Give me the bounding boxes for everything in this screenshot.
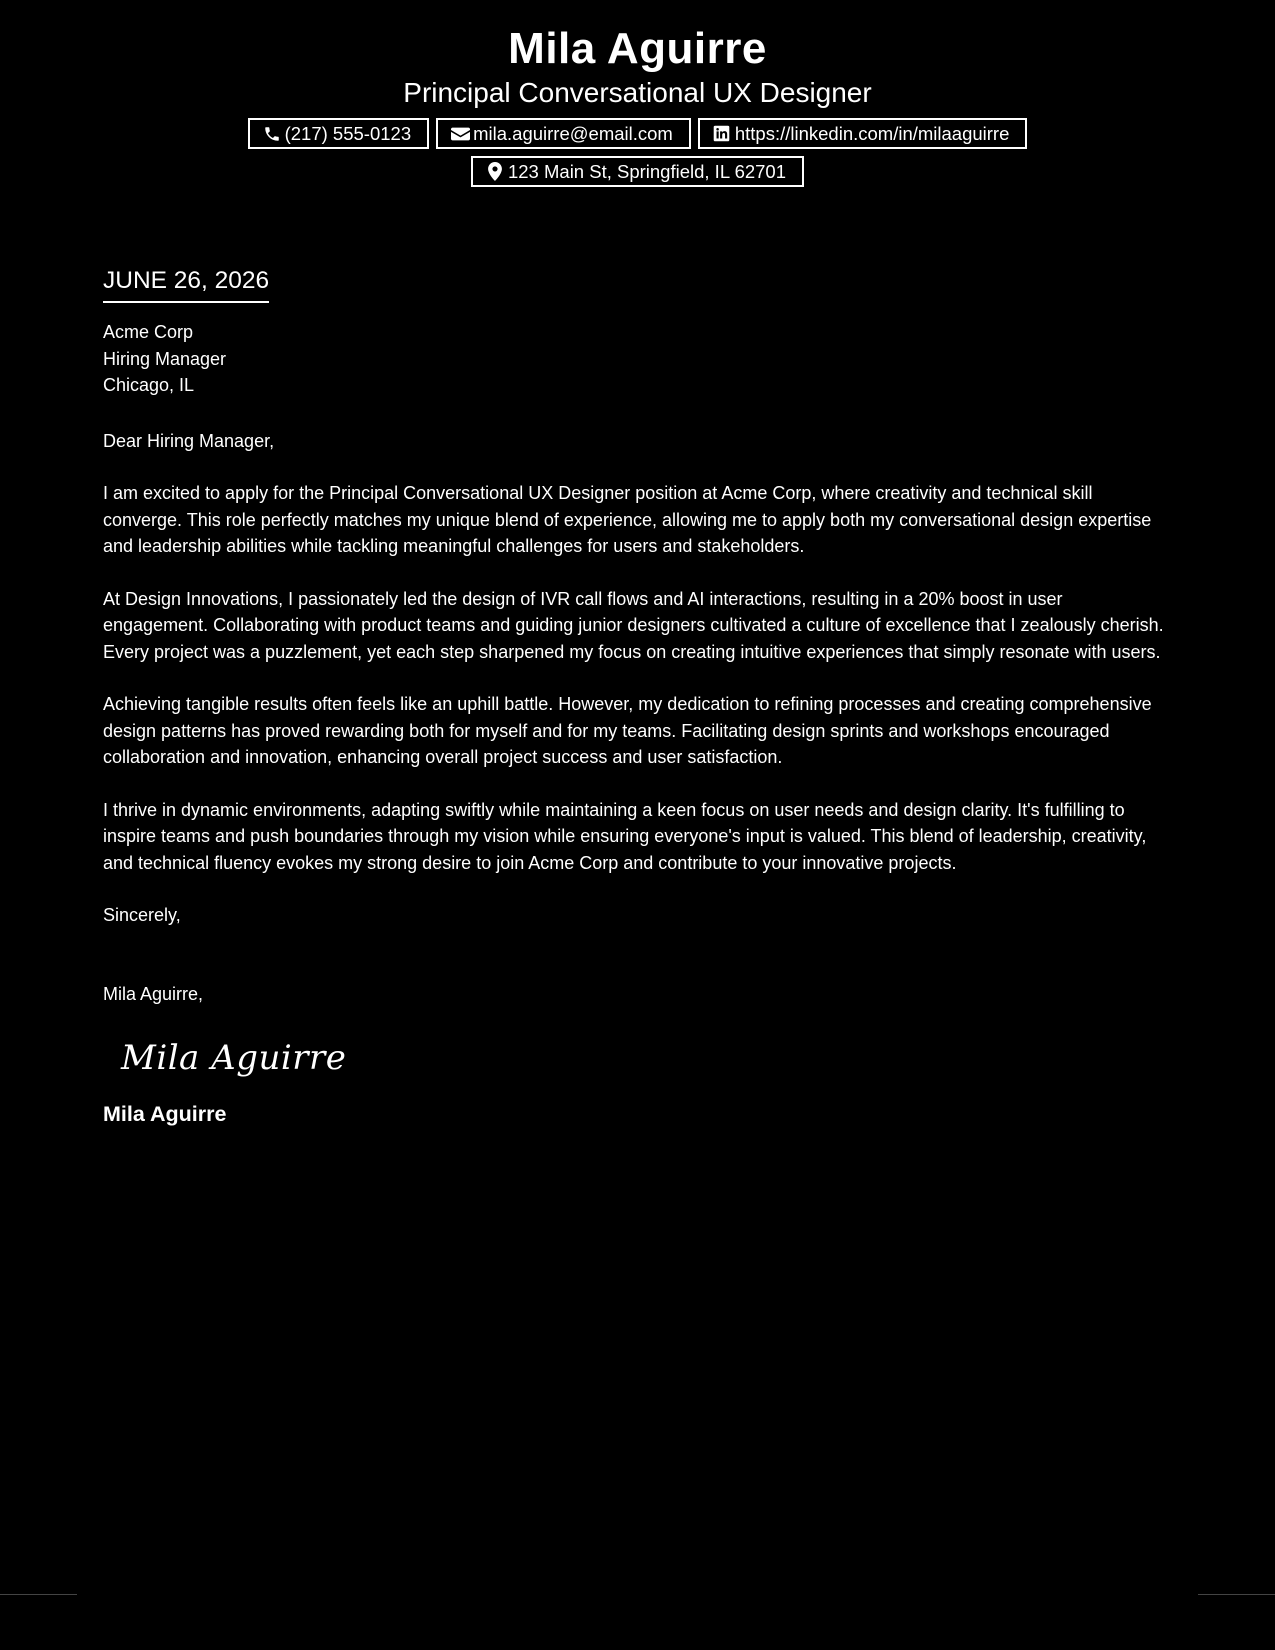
signed-name: Mila Aguirre: [103, 1102, 227, 1126]
signature-text: Mila Aguirre: [121, 1038, 347, 1078]
recipient-block: [103, 319, 1168, 399]
contact-list: [228, 118, 1048, 187]
closing: Sincerely,: [103, 905, 181, 925]
signature-image: [117, 1029, 357, 1089]
header: [0, 0, 1275, 187]
letter-body: [103, 265, 1168, 1128]
paragraph: I am excited to apply for the Principal Conversational UX Designer position at Acme Corp, where creativity and technical skill converge. This role perfectly matches my unique blend of experience, allowing me to apply both my conversational design expertise and leadership abilities while tackling meaningful challenges for users and stakeholders.: [103, 483, 1152, 556]
signature: [117, 1029, 1168, 1089]
map-marker-icon: [485, 162, 505, 182]
contact-email-text: mila.aguirre@email.com: [473, 122, 673, 144]
contact-phone-text: (217) 555-0123: [284, 122, 412, 144]
contact-linkedin[interactable]: [698, 118, 1028, 149]
linkedin-icon: [712, 124, 732, 144]
contact-address-text: 123 Main St, Springfield, IL 62701: [507, 160, 787, 182]
applicant-name: Mila Aguirre: [508, 24, 767, 73]
contact-phone[interactable]: [248, 118, 430, 149]
salutation: Dear Hiring Manager,: [103, 430, 275, 451]
paragraph: I thrive in dynamic environments, adapting swiftly while maintaining a keen focus on user needs and design clarity. It's fulfilling to inspire teams and push boundaries through my vision while ensuring everyone's input is valued. This blend of leadership, creativity, and technical fluency evokes my strong desire to join Acme Corp and contribute to your innovative projects.: [103, 799, 1147, 873]
contact-address[interactable]: [471, 156, 804, 187]
recipient-role: Hiring Manager: [103, 348, 227, 369]
phone-icon: [262, 124, 282, 144]
applicant-title: Principal Conversational UX Designer: [403, 77, 872, 108]
paragraph: Achieving tangible results often feels like an uphill battle. However, my dedication to refining processes and creating comprehensive design patterns has proved rewarding both for myself and for my teams. Facilitating design sprints and workshops encouraged collaboration and innovation, enhancing overall project success and user satisfaction.: [103, 694, 1152, 767]
recipient-company: Acme Corp: [103, 322, 194, 342]
footer-rule-right: [1198, 1594, 1275, 1595]
signoff-name: Mila Aguirre,: [103, 983, 204, 1004]
contact-linkedin-text: https://linkedin.com/in/milaaguirre: [734, 122, 1010, 144]
recipient-location: Chicago, IL: [103, 375, 195, 395]
letter-date: JUNE 26, 2026: [103, 265, 269, 303]
footer-rule-left: [0, 1594, 77, 1595]
paragraph: At Design Innovations, I passionately led the design of IVR call flows and AI interactions, resulting in a 20% boost in user engagement. Collaborating with product teams and guiding junior designers cultivated a culture of excellence that I zealously cherish. Every project was a puzzlement, yet each step sharpened my focus on creating intuitive experiences that simply resonate with users.: [103, 588, 1164, 662]
envelope-icon: [450, 124, 470, 144]
contact-email[interactable]: [436, 118, 691, 149]
